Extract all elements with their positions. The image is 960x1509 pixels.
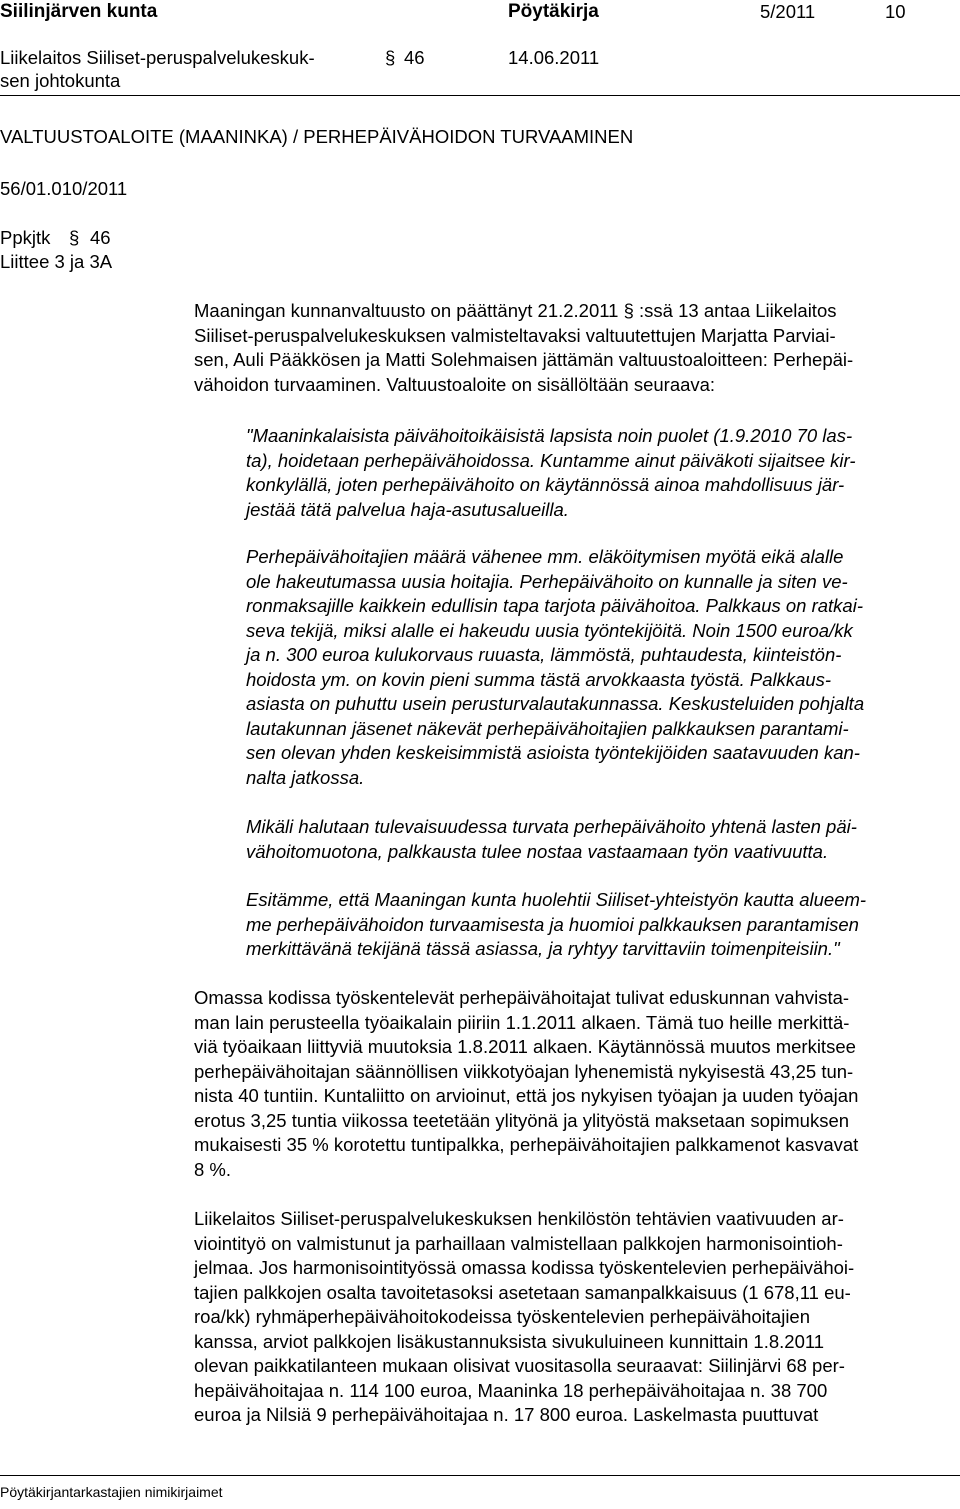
quote-paragraph-2 xyxy=(246,545,864,790)
text-line: sen olevan yhden keskeisimmistä asioista työntekijöiden saatavuuden kan- xyxy=(246,742,860,763)
text-line: me perhepäivähoidon turvaamisesta ja huomioi palkkauksen parantamisen xyxy=(246,913,859,935)
text-line: 8 %. xyxy=(194,1158,232,1180)
intro-paragraph xyxy=(194,299,853,397)
text-line: viä työaikaan liittyviä muutoksia 1.8.2011 alkaen. Käytännössä muutos merkitsee xyxy=(194,1036,856,1057)
text-line: Liikelaitos Siiliset-peruspalvelukeskuksen henkilöstön tehtävien vaativuuden ar- xyxy=(194,1208,844,1229)
text-line: ta), hoidetaan perhepäivähoidossa. Kuntamme ainut päiväkoti sijaitsee kir- xyxy=(246,449,856,471)
text-line: olevan paikkatilanteen mukaan olisivat vuositasolla seuraavat: Siilinjärvi 68 per- xyxy=(194,1355,845,1376)
text-line: ronmaksajille kaikkein edullisin tapa tarjota päivähoitoa. Palkkaus on ratkai- xyxy=(246,595,863,616)
text-line: mukaisesti 35 % korotettu tuntipalkka, perhepäivähoitajien palkkamenot kasvavat xyxy=(194,1134,859,1155)
text-line: merkittävänä tekijänä tässä asiassa, ja ryhtyy tarvittaviin toimenpiteisiin." xyxy=(246,938,840,959)
page-number: 10 xyxy=(885,1,906,22)
footer-signature-label: Pöytäkirjantarkastajien nimikirjaimet xyxy=(0,1484,223,1500)
text-line: Perhepäivähoitajien määrä vähenee mm. eläköitymisen myötä eikä alalle xyxy=(246,546,844,567)
text-line: viointityö on valmistunut ja parhaillaan valmistellaan palkkojen harmonisointioh- xyxy=(194,1232,843,1254)
text-line: perhepäivähoitajan säännöllisen viikkotyöajan lyhenemistä nykyisestä 43,25 tun- xyxy=(194,1060,854,1082)
text-line: Esitämme, että Maaningan kunta huolehtii Siiliset-yhteistyön kautta alueem- xyxy=(246,889,867,910)
text-line: vähoidon turvaaminen. Valtuustoaloite on sisällöltään seuraava: xyxy=(194,373,716,395)
section-symbol: § xyxy=(385,47,396,68)
doc-type: Pöytäkirja xyxy=(508,1,599,22)
quote-paragraph-3 xyxy=(246,815,857,864)
text-line: man lain perusteella työaikalain piiriin 1.1.2011 alkaen. Tämä tuo heille merkittä- xyxy=(194,1011,850,1033)
text-line: nista 40 tuntiin. Kuntaliitto on arvioinut, että jos nykyisen työajan ja uuden työajan xyxy=(194,1085,859,1106)
text-line: tajien palkkojen osalta tavoitetasoksi asetetaan samanpalkkaisuus (1 678,11 eu- xyxy=(194,1281,851,1303)
ppkjtk-label: Ppkjtk xyxy=(0,227,51,248)
quote-paragraph-1 xyxy=(246,424,856,522)
quote-paragraph-4 xyxy=(246,888,866,962)
text-line: sen, Auli Pääkkösen ja Matti Solehmaisen jättämän valtuustoaloitteen: Perhepäi- xyxy=(194,349,854,370)
unit-line-2: sen johtokunta xyxy=(0,70,121,91)
body-paragraph-2 xyxy=(194,1207,854,1428)
text-line: jestää tätä palvelua haja-asutusalueilla. xyxy=(246,498,569,520)
attachments: Liittee 3 ja 3A xyxy=(0,251,113,272)
header-rule xyxy=(0,95,960,96)
text-line: vähoitomuotona, palkkausta tulee nostaa vastaamaan työn vaativuutta. xyxy=(246,840,829,862)
text-line: Siiliset-peruspalvelukeskuksen valmisteltavaksi valtuutettujen Marjatta Parviai- xyxy=(194,324,836,346)
unit-line-1: Liikelaitos Siiliset-peruspalvelukeskuk- xyxy=(0,47,315,68)
text-line: lautakunnan jäsenet näkevät perhepäivähoitajien palkkauksen parantami- xyxy=(246,717,849,739)
body-paragraph-1 xyxy=(194,986,858,1182)
text-line: nalta jatkossa. xyxy=(246,766,365,788)
text-line: asiasta on puhuttu usein perusturvalautakunnassa. Keskusteluiden pohjalta xyxy=(246,693,865,714)
text-line: ole hakeutumassa uusia hoitajia. Perhepäivähoito on kunnalle ja siten ve- xyxy=(246,570,848,592)
text-line: Maaningan kunnanvaltuusto on päättänyt 21.2.2011 § :ssä 13 antaa Liikelaitos xyxy=(194,300,837,321)
text-line: hepäivähoitajaa n. 114 100 euroa, Maaninka 18 perhepäivähoitajaa n. 38 700 xyxy=(194,1379,828,1401)
meeting-date: 14.06.2011 xyxy=(508,47,600,68)
item-title: VALTUUSTOALOITE (MAANINKA) / PERHEPÄIVÄHOIDON TURVAAMINEN xyxy=(0,126,634,147)
text-line: hoidosta ym. on kovin pieni summa tästä arvokkaasta työstä. Palkkaus- xyxy=(246,668,832,690)
ref-section-number: 46 xyxy=(90,227,111,248)
ref-section-symbol: § xyxy=(69,227,80,248)
text-line: konkylällä, joten perhepäivähoito on käytännössä ainoa mahdollisuus jär- xyxy=(246,474,845,495)
text-line: erotus 3,25 tuntia viikossa teetetään ylityönä ja ylityöstä maksetaan sopimuksen xyxy=(194,1109,850,1131)
issue-number: 5/2011 xyxy=(760,1,816,22)
footer-rule xyxy=(0,1475,960,1476)
text-line: ja n. 300 euroa kulukorvaus ruuasta, lämmöstä, puhtaudesta, kiinteistön- xyxy=(246,644,842,665)
org-name: Siilinjärven kunta xyxy=(0,1,158,22)
text-line: jelmaa. Jos harmonisointityössä omassa kodissa työskentelevien perhepäivähoi- xyxy=(194,1257,855,1278)
text-line: euroa ja Nilsiä 9 perhepäivähoitajaa n. 17 800 euroa. Laskelmasta puuttuvat xyxy=(194,1404,819,1425)
text-line: "Maaninkalaisista päivähoitoikäisistä lapsista noin puolet (1.9.2010 70 las- xyxy=(246,425,853,446)
text-line: Omassa kodissa työskentelevät perhepäivähoitajat tulivat eduskunnan vahvista- xyxy=(194,987,850,1008)
record-number: 56/01.010/2011 xyxy=(0,178,128,199)
text-line: kanssa, arviot palkkojen lisäkustannuksista sivukuluineen kunnittain 1.8.2011 xyxy=(194,1330,825,1352)
section-number: 46 xyxy=(404,47,425,68)
text-line: seva tekijä, miksi alalle ei hakeudu uusia työntekijöitä. Noin 1500 euroa/kk xyxy=(246,619,853,641)
text-line: Mikäli halutaan tulevaisuudessa turvata perhepäivähoito yhtenä lasten päi- xyxy=(246,816,857,837)
text-line: roa/kk) ryhmäperhepäivähoitokodeissa työskentelevien perhepäivähoitajien xyxy=(194,1306,811,1327)
